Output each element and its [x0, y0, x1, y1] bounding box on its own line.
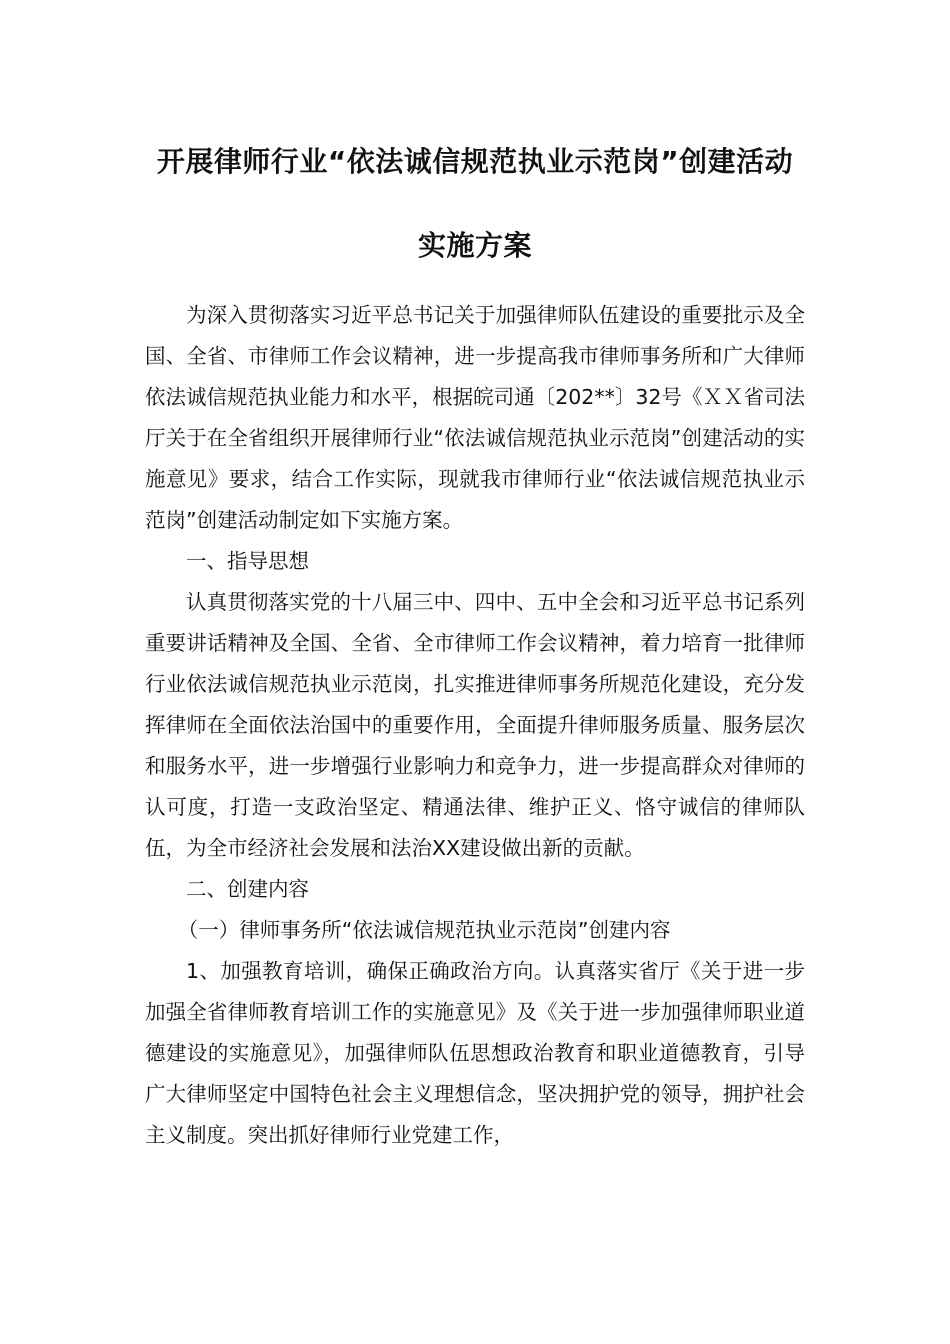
document-title-line-2: 实施方案: [417, 229, 532, 262]
section-heading-content: 二、创建内容: [186, 877, 309, 901]
document-body: [145, 295, 805, 1156]
subsection-heading-law-firm: （一）律师事务所“依法诚信规范执业示范岗”创建内容: [177, 918, 671, 942]
document-title-line-1: 开展律师行业“依法诚信规范执业示范岗”创建活动: [156, 145, 794, 178]
guiding-thought-paragraph: 认真贯彻落实党的十八届三中、四中、五中全会和习近平总书记系列重要讲话精神及全国、全省、全市律师工作会议精神，着力培育一批律师行业依法诚信规范执业示范岗，扎实推进律师事务所规范化建设，充分发挥律师在全面依法治国中的重要作用，全面提升律师服务质量、服务层次和服务水平，进一步增强行业影响力和竞争力，进一步提高群众对律师的认可度，打造一支政治坚定、精通法律、维护正义、恪守诚信的律师队伍，为全市经济社会发展和法治XX建设做出新的贡献。: [145, 590, 805, 860]
intro-paragraph: 为深入贯彻落实习近平总书记关于加强律师队伍建设的重要批示及全国、全省、市律师工作会议精神，进一步提高我市律师事务所和广大律师依法诚信规范执业能力和水平，根据皖司通〔202**〕32号《ＸＸ省司法厅关于在全省组织开展律师行业“依法诚信规范执业示范岗”创建活动的实施意见》要求，结合工作实际，现就我市律师行业“依法诚信规范执业示范岗”创建活动制定如下实施方案。: [145, 303, 805, 532]
section-heading-guiding-thought: 一、指导思想: [186, 549, 309, 573]
item-1-paragraph: 1、加强教育培训，确保正确政治方向。认真落实省厅《关于进一步加强全省律师教育培训工作的实施意见》及《关于进一步加强律师职业道德建设的实施意见》，加强律师队伍思想政治教育和职业道德教育，引导广大律师坚定中国特色社会主义理想信念，坚决拥护党的领导，拥护社会主义制度。突出抓好律师行业党建工作，: [145, 959, 805, 1147]
